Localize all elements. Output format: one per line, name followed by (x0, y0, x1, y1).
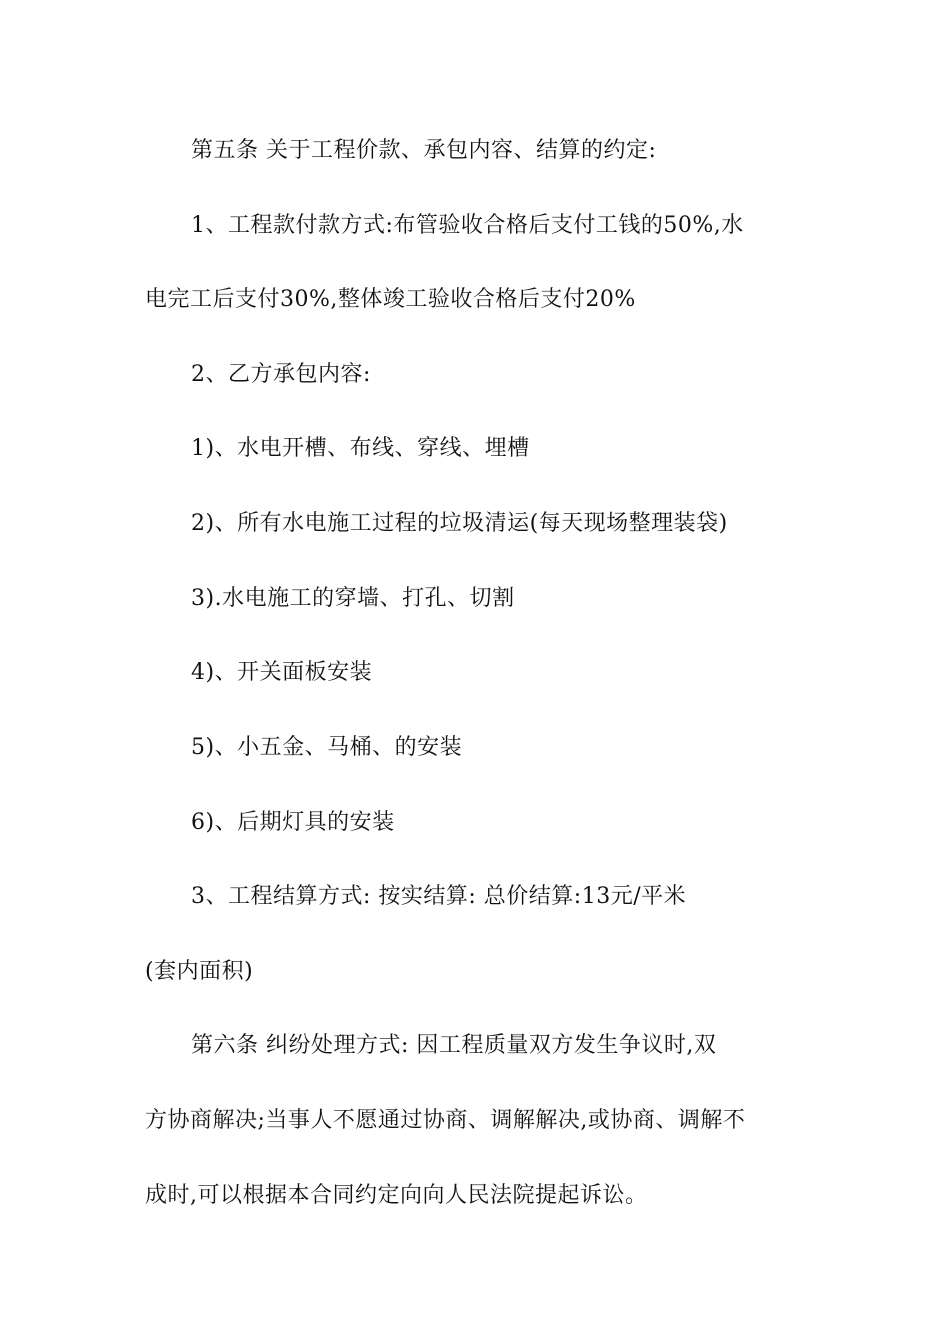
article-6-continued-1: 方协商解决;当事人不愿通过协商、调解解决,或协商、调解不 (145, 1108, 746, 1133)
scope-item-5: 5)、小五金、马桶、的安装 (191, 735, 463, 760)
scope-item-2: 2)、所有水电施工过程的垃圾清运(每天现场整理装袋) (191, 511, 728, 536)
scope-item-1: 1)、水电开槽、布线、穿线、埋槽 (191, 436, 530, 461)
scope-item-3: 3).水电施工的穿墙、打孔、切割 (191, 586, 515, 611)
payment-method-continued: 电完工后支付30%,整体竣工验收合格后支付20% (145, 287, 636, 312)
article-6-continued-2: 成时,可以根据本合同约定向向人民法院提起诉讼。 (145, 1183, 648, 1208)
scope-item-6: 6)、后期灯具的安装 (191, 810, 395, 835)
settlement-method-continued: (套内面积) (145, 959, 254, 984)
contract-scope-heading: 2、乙方承包内容: (191, 362, 371, 387)
payment-method-line: 1、工程款付款方式:布管验收合格后支付工钱的50%,水 (191, 213, 744, 238)
scope-item-4: 4)、开关面板安装 (191, 660, 373, 685)
article-6-line: 第六条 纠纷处理方式: 因工程质量双方发生争议时,双 (191, 1033, 717, 1058)
settlement-method-line: 3、工程结算方式: 按实结算: 总价结算:13元/平米 (191, 884, 687, 909)
article-5-heading: 第五条 关于工程价款、承包内容、结算的约定: (191, 138, 657, 163)
